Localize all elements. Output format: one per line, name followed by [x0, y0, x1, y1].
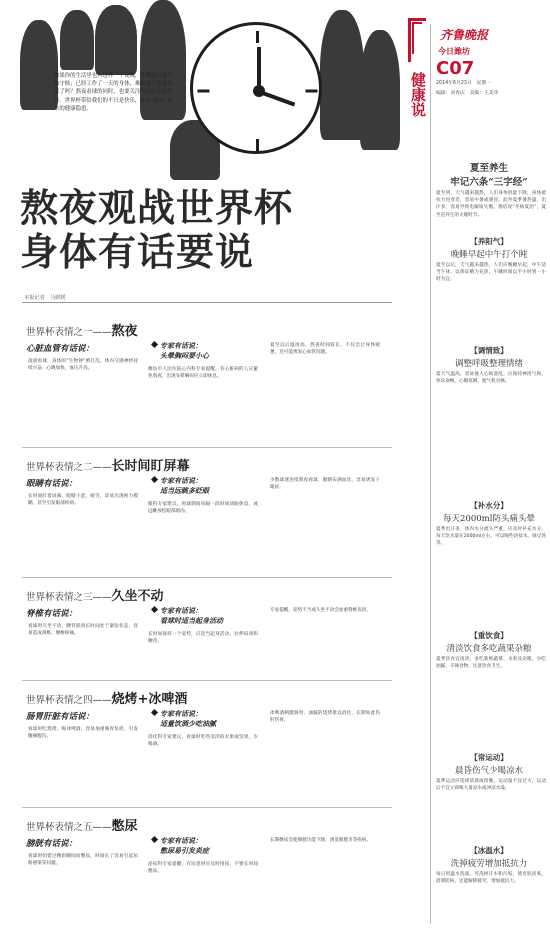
- section-column-2: 长时间保持一个姿势，应适当起身活动，拉伸肩颈和腰背。: [148, 632, 258, 645]
- page-number: C07: [436, 58, 475, 79]
- sidebar-item-head: 洗掉疲劳增加抵抗力: [450, 859, 528, 869]
- section-divider: [22, 807, 392, 808]
- section-subtitle: 眼睛有话说：: [26, 479, 78, 489]
- sidebar-item-tag: 【调情致】: [470, 346, 508, 355]
- fan-figure: [20, 20, 58, 110]
- section-column-2: 潍坊市人民医院心内科专家提醒，有心脏病的人应避免熬夜，出现头晕胸闷应立即休息。: [148, 367, 258, 380]
- section-label: 健康说: [409, 72, 427, 117]
- section-subtitle: 肠胃肝脏有话说：: [26, 712, 95, 722]
- section-column-3: 长期憋尿会使膀胱功能下降，诱发膀胱炎等疾病。: [270, 838, 372, 843]
- section-column-1: 凌晨看球，身体的“生物钟”被打乱，体内交感神经持续兴奋，心跳加快，血压升高。: [28, 359, 138, 372]
- section-subtitle: 心脏血管有话说：: [26, 344, 95, 354]
- sidebar-item-text: 每日用温水洗澡，可洗掉汗水和污垢，使皮肤清爽，消暑防病，还能解除疲劳，增加抵抗力。: [436, 872, 546, 885]
- sidebar-item-tag: 【重饮食】: [470, 631, 508, 640]
- expert-note-title: 适当远眺多眨眼: [160, 487, 209, 495]
- section-divider: [22, 447, 392, 448]
- issue-date: 2014年6月23日 星期一: [436, 81, 491, 86]
- sidebar-item-tag: 【补水分】: [470, 501, 508, 510]
- sidebar-item-tag: 【常运动】: [470, 753, 508, 762]
- section-title: 世界杯表情之五——憋尿: [26, 819, 138, 834]
- expert-note-title: 头晕胸闷要小心: [160, 352, 209, 360]
- sidebar-item-tag: 【养阳气】: [470, 237, 508, 246]
- brand-logo: 齐鲁晚报: [440, 28, 489, 42]
- section-title: 世界杯表情之二——长时间盯屏幕: [26, 459, 190, 474]
- divider: [22, 302, 392, 303]
- sidebar-title: 夏至养生: [469, 163, 508, 174]
- expert-note-label: 专家有话说：: [152, 477, 202, 487]
- section-column-1: 看球时久坐不动，腰背肌肉长时间处于紧张状态，容易造成颈椎、腰椎疼痛。: [28, 624, 138, 637]
- section-title: 世界杯表情之三——久坐不动: [26, 589, 164, 604]
- section-column-3: 专家提醒，姿势不当或久坐不动会加重脊椎负担。: [270, 608, 372, 613]
- section-divider: [22, 577, 392, 578]
- section-title: 世界杯表情之一——熬夜: [26, 324, 138, 339]
- sidebar-item-head: 清淡饮食多吃蔬果杂粮: [446, 644, 532, 654]
- headline-line1: 熬夜观战世界杯: [20, 185, 294, 230]
- expert-note-title: 憋尿易引发炎症: [160, 847, 209, 855]
- expert-note-label: 专家有话说：: [152, 342, 202, 352]
- expert-note-label: 专家有话说：: [152, 607, 202, 617]
- section-subtitle: 膀胱有话说：: [26, 839, 78, 849]
- section-column-2: 泌尿科专家提醒，有尿意时应及时排尿，不要长时间憋尿。: [148, 862, 258, 875]
- fan-figure: [60, 10, 94, 70]
- sidebar-item-text: 夏至以后，天气越来越热，人们应晚睡早起，中午适当午休，以保证精力充沛。午睡时间以半小时到一小时为宜。: [436, 263, 546, 283]
- section-divider: [22, 680, 392, 681]
- clock-icon: [190, 22, 322, 154]
- headline-line2: 身体有话要说: [20, 229, 255, 274]
- sidebar-item-head: 每天2000ml防头痛头晕: [443, 514, 535, 524]
- fan-figure: [320, 10, 364, 140]
- intro-paragraph: 如果你的生活里也有这样一个夜晚，在晚饭后就开始守候；已经工作了一天的身体，难道就不需要休息了吗？熬夜看球的同时，也要关注身体发出的信号。世界杯带给我们的不只是快乐，还有“熬夜”带来的健康隐患。: [54, 73, 173, 112]
- fan-figure: [360, 30, 400, 150]
- sidebar-item-text: 夏季运动应选择清晨或傍晚，运动量不宜过大，运动后不宜立即喝大量凉水或冲凉水澡。: [436, 779, 546, 792]
- section-column-2: 消化科专家建议，看球时吃些清淡的水果或坚果，少喝酒。: [148, 735, 258, 748]
- sidebar-item-head: 晨昏伤气少喝凉水: [454, 766, 523, 776]
- sidebar-lead: 夏至到，天气越来越热，人们身体机能下降，身体抵抗力也变差，容易中暑或感冒。此外夏季暑热盛，出汗多，容易导致电解质失衡。俗话说“冬病夏治”，夏至是养生的关键时节。: [436, 191, 546, 218]
- reporter-byline: 本报记者 马媛媛: [24, 295, 66, 301]
- section-column-3: 夏至以后温度高，熬夜时间较长，不仅会让身体疲惫，还可能诱发心血管问题。: [270, 343, 380, 356]
- editors-credit: 编辑：刘春庆 美编：王美华: [436, 91, 499, 96]
- sidebar-subtitle: 牢记六条“三字经”: [450, 177, 528, 188]
- sidebar-item-head: 晚睡早起中午打个盹: [450, 250, 528, 260]
- expert-note-label: 专家有话说：: [152, 837, 202, 847]
- section-column-1: 看球时怕错过精彩瞬间而憋尿，时间长了容易引起尿路感染等问题。: [28, 854, 138, 867]
- column-divider: [430, 24, 431, 924]
- expert-note-title: 看球时适当起身活动: [160, 617, 223, 625]
- page-headline: [20, 186, 400, 274]
- fan-figure: [95, 5, 137, 75]
- edition-label: 今日潍坊: [438, 47, 470, 56]
- sidebar-item-text: 夏季饮食宜清淡，多吃新鲜蔬菜、水果及杂粮，少吃油腻、辛辣食物，注意饮食卫生。: [436, 657, 546, 670]
- section-title: 世界杯表情之四——烧烤+冰啤酒: [26, 692, 188, 707]
- section-column-1: 看球时吃烧烤、喝冰啤酒，容易加重肠胃负担，引发腹痛腹泻。: [28, 727, 138, 740]
- ornament-icon: [412, 22, 422, 54]
- expert-note-title: 适量饮酒少吃油腻: [160, 720, 216, 728]
- section-subtitle: 脊椎有话说：: [26, 609, 78, 619]
- sidebar-item-head: 调整呼吸整理情绪: [454, 359, 523, 369]
- section-column-1: 长时间盯着屏幕，眼睛干涩、疲劳，容易出现视力模糊，甚至引发眼部疾病。: [28, 494, 138, 507]
- section-column-2: 眼科专家建议，看球期间每隔一段时间闭眼休息，或远眺放松眼部肌肉。: [148, 502, 258, 515]
- section-column-3: 少数球迷连续熬夜看球，眼睛布满血丝，容易诱发干眼症。: [270, 478, 380, 491]
- sidebar-item-tag: 【冰温水】: [470, 846, 508, 855]
- expert-note-label: 专家有话说：: [152, 710, 202, 720]
- section-column-3: 冰啤酒刺激肠胃，油腻的烧烤难以消化，长期如此伤肝伤胃。: [270, 711, 380, 724]
- sidebar-item-text: 夏季出汗多，体内水分流失严重，应及时补充水分。每天饮水量在2000ml左右，可以喝些淡盐水、绿豆汤等。: [436, 527, 546, 547]
- sidebar-item-text: 夏天气温高，容易使人心烦意乱。应保持神清气和，快乐欢畅，心胸宽阔，使气机宣畅。: [436, 372, 546, 385]
